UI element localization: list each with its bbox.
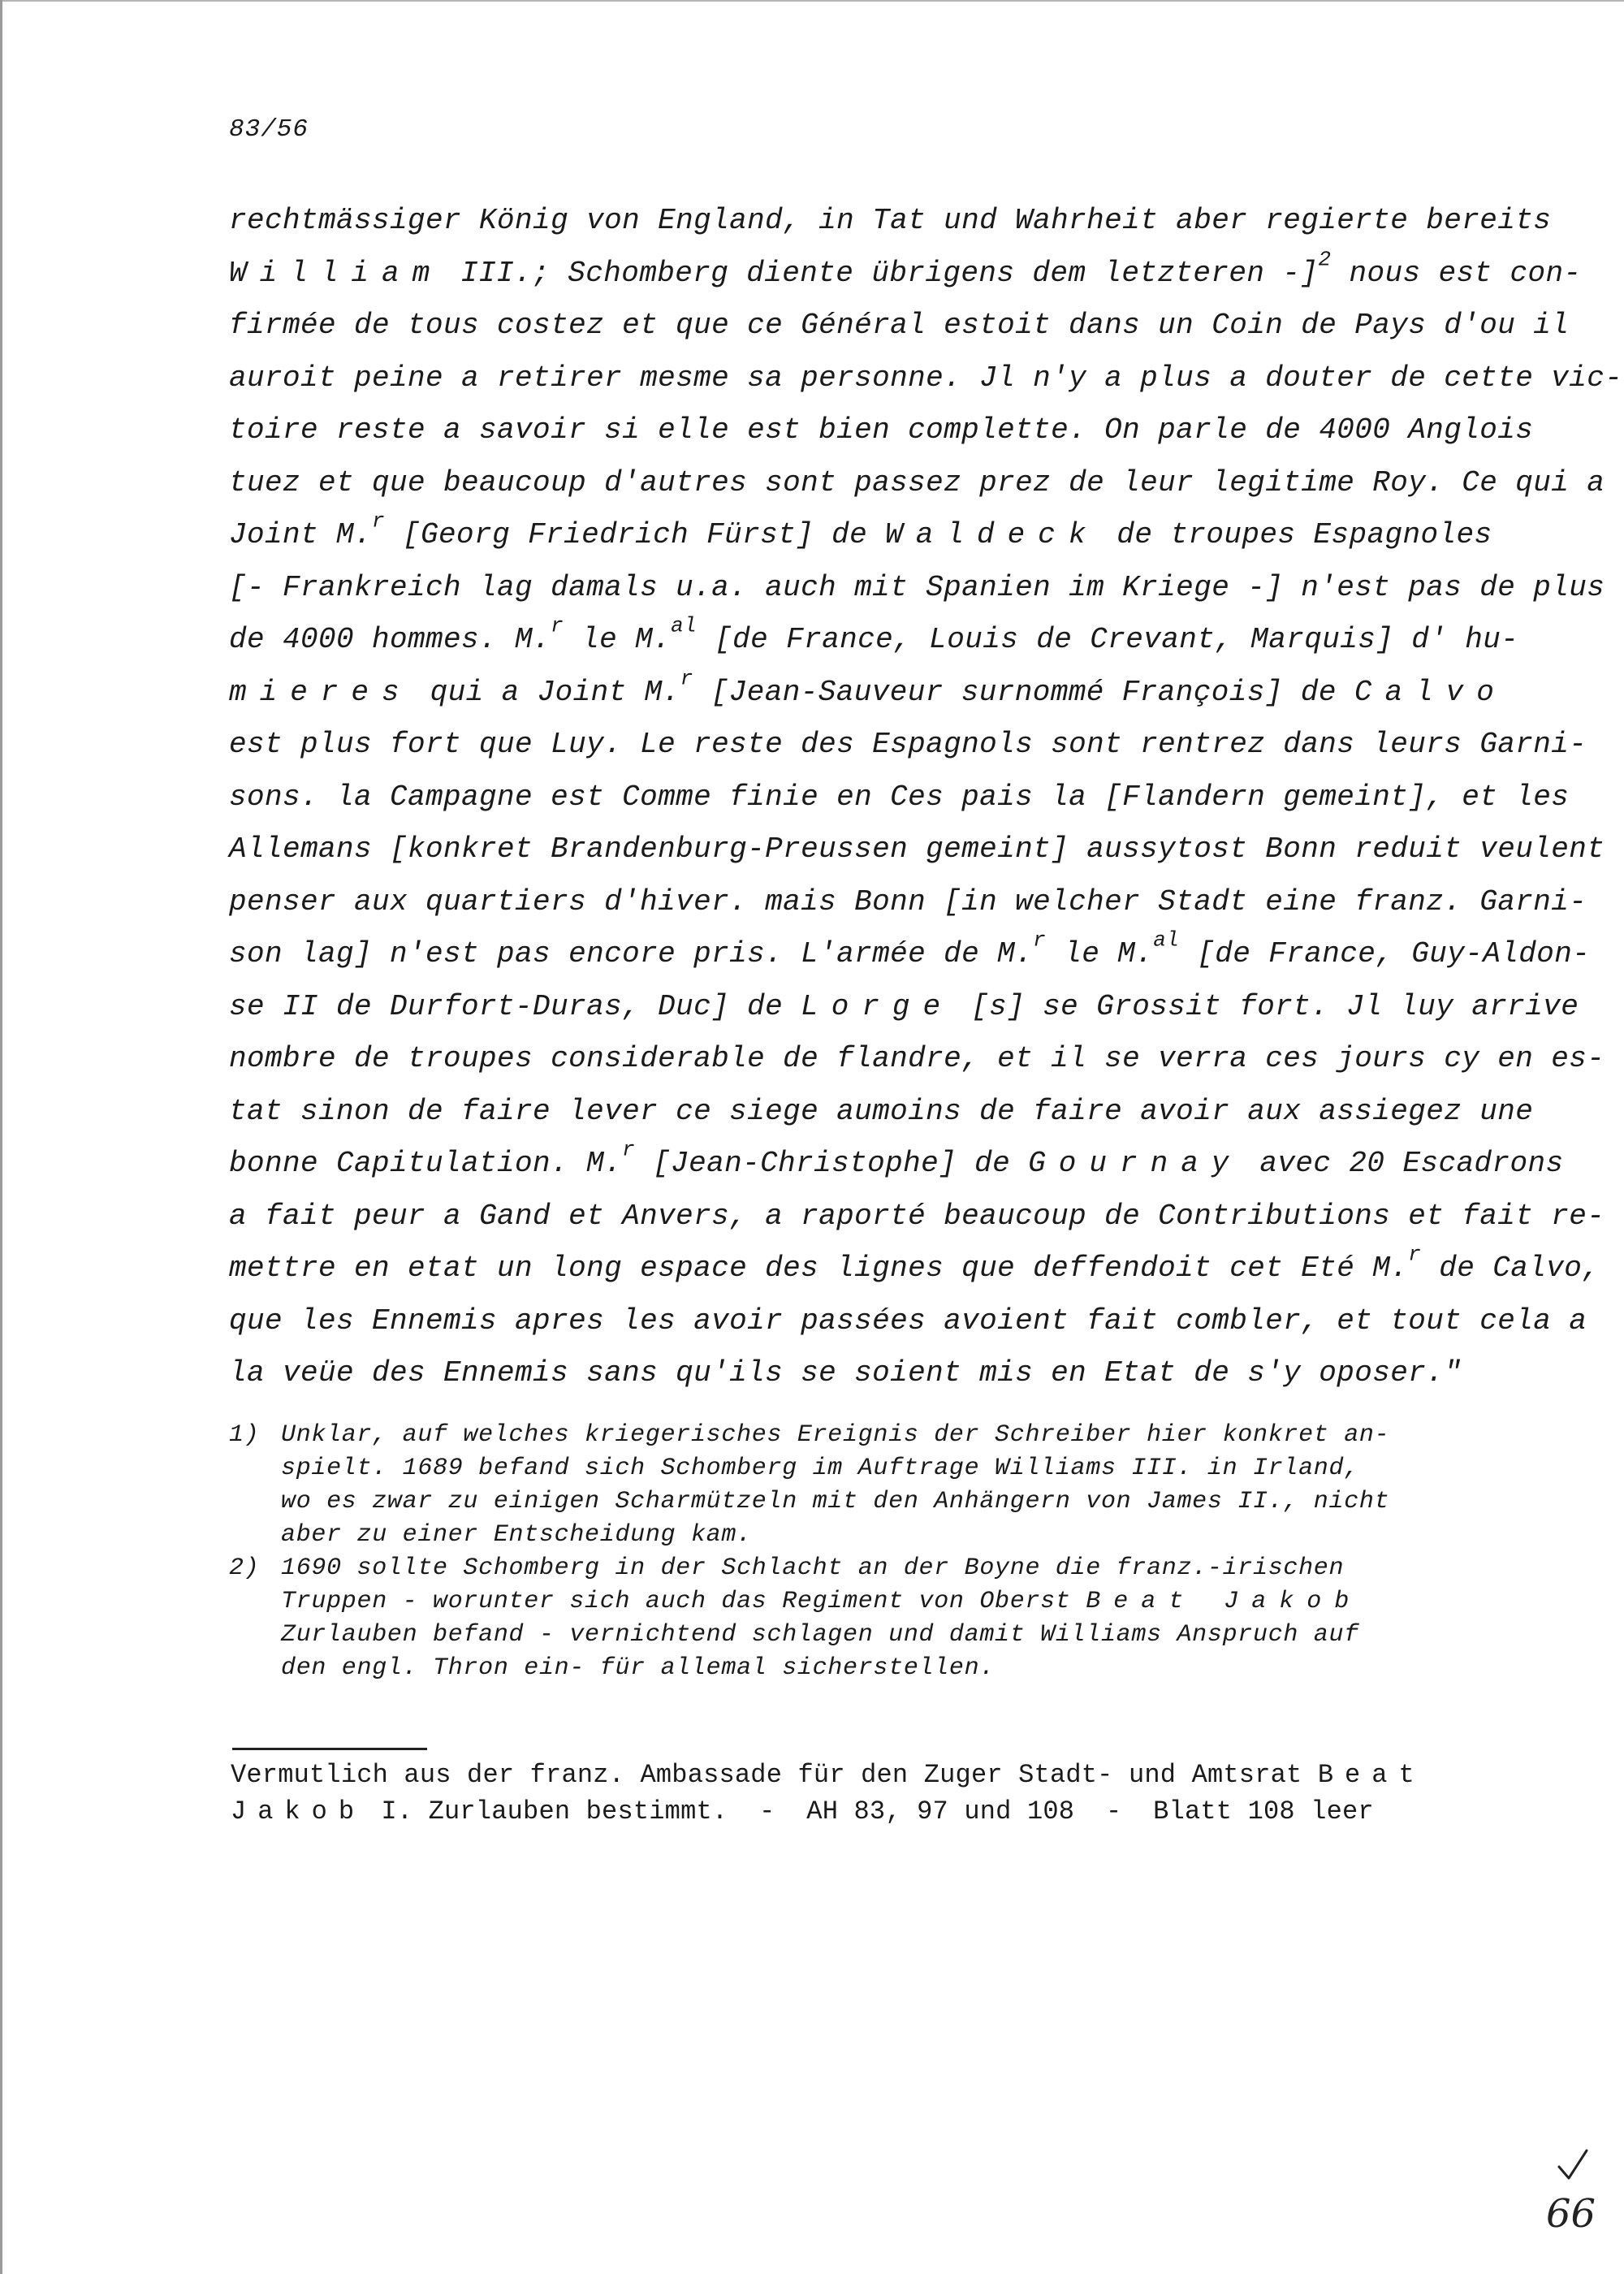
check-mark-icon [1553, 2146, 1592, 2185]
footnote-line: spielt. 1689 befand sich Schomberg im Auftrage Williams III. in Irland, [281, 1455, 1359, 1482]
body-line: penser aux quartiers d'hiver. mais Bonn [in welcher Stadt eine franz. Garni- [229, 884, 1587, 919]
body-line: la veüe des Ennemis sans qu'ils se soient mis en Etat de s'y oposer." [229, 1356, 1462, 1390]
letter-transcription [229, 195, 1623, 1400]
body-line: de 4000 hommes. M.$^r$ le M.$^{al}$ [de France, Louis de Crevant, Marquis] d' hu- [229, 613, 1519, 656]
footnote-number: 1) [229, 1421, 260, 1449]
body-line: tat sinon de faire lever ce siege aumoins de faire avoir aux assiegez une [229, 1094, 1534, 1128]
body-line: nombre de troupes considerable de flandre, et il se verra ces jours cy en es- [229, 1042, 1605, 1075]
body-line: firmée de tous costez et que ce Général estoit dans un Coin de Pays d'ou il [229, 309, 1570, 342]
body-line: mettre en etat un long espace des lignes que deffendoit cet Eté M.$^r$ de Calvo, [229, 1242, 1600, 1285]
spaced-name: Waldeck [885, 518, 1099, 551]
spaced-name: Gournay [1028, 1147, 1242, 1180]
spaced-name: Beat [1317, 1760, 1426, 1790]
spaced-name: Jakob [231, 1796, 366, 1827]
footnotes [229, 1419, 1528, 1685]
body-line: Allemans [konkret Brandenburg-Preussen gemeint] aussytost Bonn reduit veulent [229, 832, 1605, 866]
body-line: tuez et que beaucoup d'autres sont passez prez de leur legitime Roy. Ce qui a [229, 465, 1605, 499]
body-line: [- Frankreich lag damals u.a. auch mit Spanien im Kriege -] n'est pas de plus [229, 570, 1605, 604]
footnote-line: Truppen - worunter sich auch das Regiment von Oberst Beat Jakob [281, 1588, 1363, 1615]
provenance-line: Vermutlich aus der franz. Ambassade für den Zuger Stadt- und Amtsrat Beat [231, 1760, 1426, 1790]
spaced-name: William [229, 256, 443, 290]
footnote-line: wo es zwar zu einigen Scharmützeln mit den Anhängern von James II., nicht [281, 1488, 1390, 1515]
body-line: Joint M.$^r$ [Georg Friedrich Fürst] de Waldeck de troupes Espagnoles [229, 508, 1492, 551]
page-top-edge [0, 0, 1624, 2]
footnote-ref: 2 [1318, 247, 1332, 271]
footnote-number: 2) [229, 1554, 260, 1582]
body-line: son lag] n'est pas encore pris. L'armée de M.$^r$ le M.$^{al}$ [de France, Guy-Aldon- [229, 927, 1591, 971]
spaced-name: Beat Jakob [1086, 1588, 1363, 1615]
body-line: toire reste a savoir si elle est bien complette. On parle de 4000 Anglois [229, 413, 1534, 447]
page-left-edge [0, 0, 2, 2274]
footnote-line: den engl. Thron ein- für allemal sicherstellen. [281, 1654, 996, 1682]
body-line: rechtmässiger König von England, in Tat und Wahrheit aber regierte bereits [229, 204, 1552, 237]
body-line: mieres qui a Joint M.$^r$ [Jean-Sauveur surnommé François] de Calvo [229, 666, 1507, 709]
footnote-2: 2) 1690 sollte Schomberg in der Schlacht an der Boyne die franz.-irischen [229, 1552, 1528, 1585]
spaced-name: mieres [229, 675, 412, 709]
spaced-name: Lorge [801, 989, 954, 1023]
footnote-line: Zurlauben befand - vernichtend schlagen und damit Williams Anspruch auf [281, 1621, 1359, 1649]
footnote-1: 1) Unklar, auf welches kriegerisches Ereignis der Schreiber hier konkret an- [229, 1419, 1528, 1452]
body-line: que les Ennemis apres les avoir passées avoient fait combler, et tout cela a [229, 1303, 1587, 1338]
body-line: sons. la Campagne est Comme finie en Ces pais la [Flandern gemeint], et les [229, 780, 1570, 814]
footnote-separator-rule [232, 1748, 427, 1750]
provenance-note [231, 1757, 1530, 1830]
body-line: William III.; Schomberg diente übrigens dem letzteren -]$^2$ nous est con- [229, 247, 1582, 290]
body-line: bonne Capitulation. M.$^r$ [Jean-Christophe] de Gournay avec 20 Escadrons [229, 1137, 1564, 1180]
page-number: 83/56 [229, 115, 309, 144]
body-line: est plus fort que Luy. Le reste des Espagnols sont rentrez dans leurs Garni- [229, 728, 1587, 761]
handwritten-page-mark: 66 [1546, 2191, 1596, 2237]
body-line: se II de Durfort-Duras, Duc] de Lorge [s] se Grossit fort. Jl luy arrive [229, 989, 1579, 1023]
provenance-line: Jakob I. Zurlauben bestimmt. - AH 83, 97 und 108 - Blatt 108 leer [231, 1796, 1374, 1827]
spaced-name: Calvo [1354, 675, 1507, 709]
footnote-line: aber zu einer Entscheidung kam. [281, 1521, 752, 1549]
body-line: a fait peur a Gand et Anvers, a raporté beaucoup de Contributions et fait re- [229, 1199, 1605, 1233]
body-line: auroit peine a retirer mesme sa personne. Jl n'y a plus a douter de cette vic- [229, 361, 1623, 395]
